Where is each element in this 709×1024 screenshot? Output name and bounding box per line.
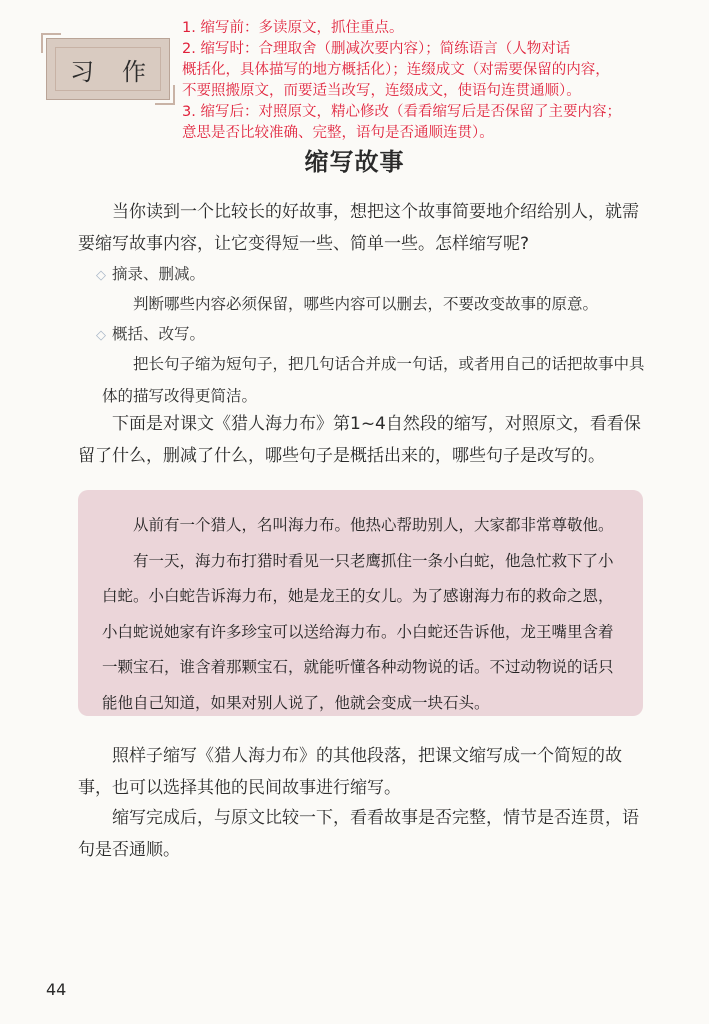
tip-2: [96, 320, 205, 350]
section-badge: [46, 38, 170, 100]
diamond-icon: ◇: [96, 268, 106, 283]
badge-inner: [55, 47, 161, 91]
note-line: 概括化，具体描写的地方概括化）；连缀成文（对需要保留的内容，: [182, 62, 610, 78]
note-line: 意思是否比较准确、完整，语句是否通顺连贯）。: [182, 125, 494, 141]
tip-1: [96, 260, 205, 290]
page-title: 缩写故事: [304, 148, 405, 176]
diamond-icon: ◇: [96, 328, 106, 343]
tip-2-desc: 把长句子缩为短句子，把几句话合并成一句话，或者用自己的话把故事中具体的描写改得更简洁。: [102, 355, 645, 405]
tip-2-label: 概括、改写。: [112, 325, 206, 343]
example-paragraph-1: 从前有一个猎人，名叫海力布。他热心帮助别人，大家都非常尊敬他。: [133, 516, 614, 534]
example-paragraph-2: 有一天，海力布打猎时看见一只老鹰抓住一条小白蛇，他急忙救下了小白蛇。小白蛇告诉海力布，她是龙王的女儿。为了感谢海力布的救命之恩，小白蛇说她家有许多珍宝可以送给海力布。小白蛇还告诉他，龙王嘴里含着一颗宝石，谁含着那颗宝石，就能听懂各种动物说的话。不过动物说的话只能他自己知道，如果对别人说了，他就会变成一块石头。: [102, 551, 614, 712]
intro-paragraph: 当你读到一个比较长的好故事，想把这个故事简要地介绍给别人，就需要缩写故事内容，让它变得短一些、简单一些。怎样缩写呢?: [78, 202, 639, 254]
badge-char-1: 习: [70, 57, 94, 86]
example-text: [102, 508, 622, 721]
tip-1-label: 摘录、删减。: [112, 265, 206, 283]
check-paragraph: 缩写完成后，与原文比较一下，看看故事是否完整，情节是否连贯，语句是否通顺。: [78, 808, 639, 860]
page-number: 44: [46, 980, 67, 999]
example-box: [78, 490, 643, 716]
tip-1-desc: 判断哪些内容必须保留，哪些内容可以删去，不要改变故事的原意。: [133, 295, 599, 313]
badge-char-2: 作: [122, 57, 146, 86]
example-intro: 下面是对课文《猎人海力布》第1~4自然段的缩写，对照原文，看看保留了什么，删减了什么，哪些句子是概括出来的，哪些句子是改写的。: [78, 414, 641, 466]
note-line: 1. 缩写前：多读原文，抓住重点。: [182, 20, 404, 36]
note-line: 不要照搬原文，而要适当改写，连缀成文，使语句连贯通顺）。: [182, 83, 581, 99]
task-paragraph: 照样子缩写《猎人海力布》的其他段落，把课文缩写成一个简短的故事，也可以选择其他的民间故事进行缩写。: [78, 746, 622, 798]
handwritten-notes: [182, 18, 682, 144]
note-line: 3. 缩写后：对照原文，精心修改（看看缩写后是否保留了主要内容；: [182, 104, 621, 120]
note-line: 2. 缩写时：合理取舍（删减次要内容）；简练语言（人物对话: [182, 41, 571, 57]
